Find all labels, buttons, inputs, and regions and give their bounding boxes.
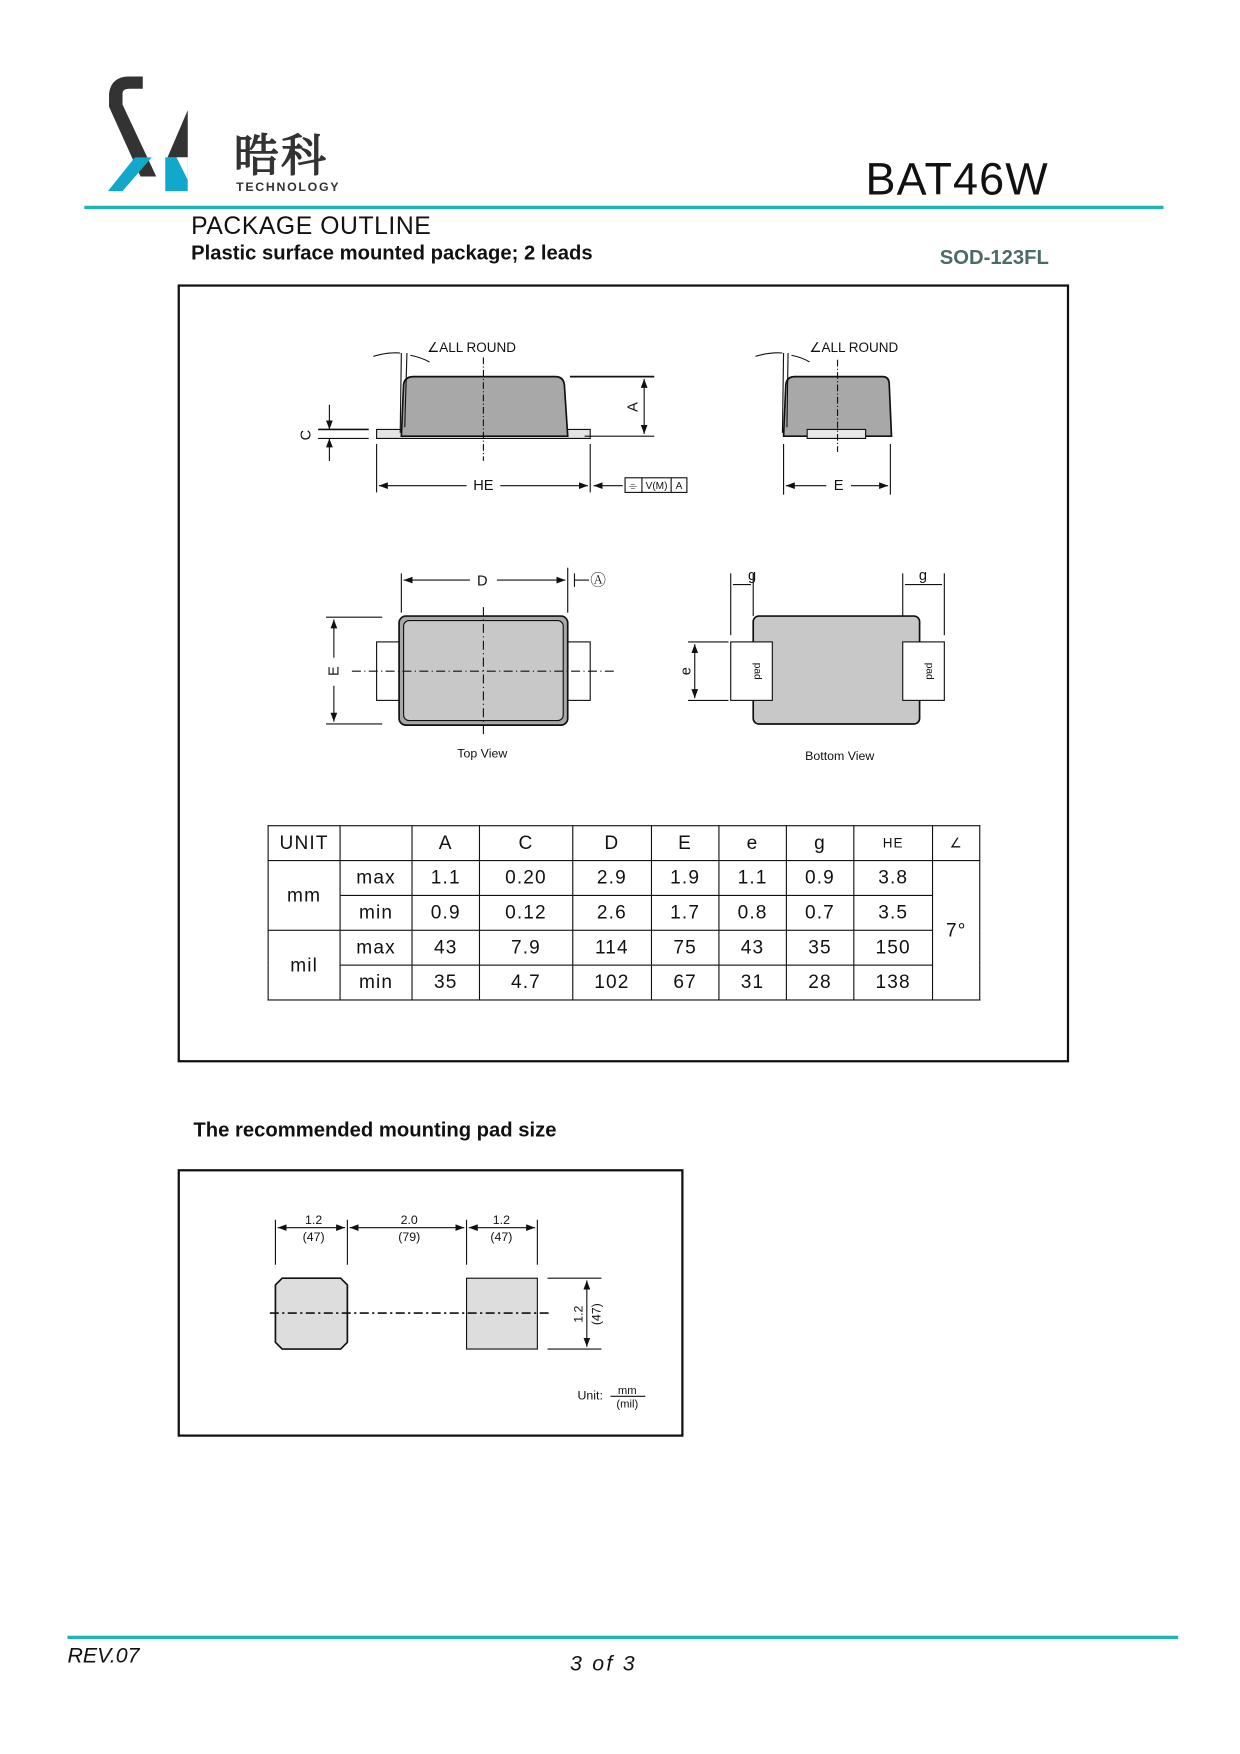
- dim-d-label: D: [477, 573, 488, 590]
- value-cell: 0.7: [786, 895, 853, 930]
- table-header: ∠: [933, 826, 980, 861]
- value-cell: 3.5: [854, 895, 933, 930]
- value-cell: 2.6: [572, 895, 651, 930]
- table-header: g: [786, 826, 853, 861]
- dim-e-label: E: [833, 478, 844, 495]
- table-header: HE: [854, 826, 933, 861]
- pad-height-mil: (47): [589, 1303, 604, 1326]
- value-cell: 35: [412, 965, 479, 1000]
- value-cell: 0.9: [412, 895, 479, 930]
- tolerance-value: V(M): [645, 481, 668, 493]
- page-number: 3 of 3: [569, 1652, 637, 1677]
- dim-he-label: HE: [473, 478, 494, 495]
- value-cell: 43: [719, 930, 786, 965]
- datum-a-label: Ⓐ: [590, 572, 606, 590]
- value-cell: 7.9: [479, 930, 572, 965]
- value-cell: 0.12: [479, 895, 572, 930]
- mounting-pad-heading: The recommended mounting pad size: [193, 1118, 557, 1142]
- table-header: C: [479, 826, 572, 861]
- pad-width-mil: (47): [302, 1230, 325, 1245]
- value-cell: 1.1: [719, 861, 786, 896]
- pad-gap-mm: 2.0: [400, 1213, 418, 1228]
- dim-e-top-label: E: [326, 666, 343, 677]
- value-cell: 0.8: [719, 895, 786, 930]
- footer-divider: [67, 1636, 1178, 1639]
- unit-cell: mil: [268, 930, 340, 1000]
- package-outline-title: PACKAGE OUTLINE: [191, 211, 432, 240]
- value-cell: 31: [719, 965, 786, 1000]
- value-cell: 114: [572, 930, 651, 965]
- value-cell: 28: [786, 965, 853, 1000]
- unit-denominator: (mil): [616, 1398, 639, 1411]
- value-cell: 1.1: [412, 861, 479, 896]
- dim-e-pitch-label: e: [678, 667, 695, 676]
- value-cell: 0.9: [786, 861, 853, 896]
- dim-c-label: C: [298, 429, 315, 441]
- unit-cell: mm: [268, 861, 340, 931]
- pad-width-mm: 1.2: [492, 1213, 510, 1228]
- value-cell: 75: [651, 930, 718, 965]
- pad-label: pad: [923, 662, 935, 680]
- unit-label: Unit:: [577, 1388, 603, 1403]
- bottom-view-caption: Bottom View: [805, 748, 875, 763]
- pad-height-mm: 1.2: [571, 1305, 586, 1323]
- value-cell: 2.9: [572, 861, 651, 896]
- pad-gap-mil: (79): [398, 1230, 421, 1245]
- angle-cell: 7°: [933, 861, 980, 1000]
- value-cell: 1.7: [651, 895, 718, 930]
- logo-chinese-text: 晧科: [233, 131, 329, 181]
- package-code: SOD-123FL: [939, 246, 1049, 269]
- tolerance-datum: A: [675, 481, 683, 493]
- limit-cell: min: [340, 965, 412, 1000]
- value-cell: 1.9: [651, 861, 718, 896]
- value-cell: 3.8: [854, 861, 933, 896]
- pad-width-mm: 1.2: [305, 1213, 323, 1228]
- part-number: BAT46W: [865, 155, 1049, 205]
- all-round-label: ∠ALL ROUND: [809, 339, 899, 355]
- table-header: UNIT: [268, 826, 340, 861]
- value-cell: 35: [786, 930, 853, 965]
- revision-label: REV.07: [67, 1644, 140, 1669]
- value-cell: 0.20: [479, 861, 572, 896]
- limit-cell: min: [340, 895, 412, 930]
- pad-width-mil: (47): [490, 1230, 513, 1245]
- unit-numerator: mm: [617, 1385, 637, 1398]
- limit-cell: max: [340, 930, 412, 965]
- dim-a-label: A: [625, 402, 642, 412]
- logo-technology-text: TECHNOLOGY: [236, 180, 341, 195]
- limit-cell: max: [340, 861, 412, 896]
- dim-g-label: g: [748, 568, 757, 585]
- all-round-label: ∠ALL ROUND: [427, 339, 516, 355]
- pad-label: pad: [751, 662, 763, 680]
- table-header: A: [412, 826, 479, 861]
- top-view-caption: Top View: [457, 746, 508, 761]
- value-cell: 4.7: [479, 965, 572, 1000]
- tolerance-symbol: ⌯: [628, 481, 637, 493]
- value-cell: 102: [572, 965, 651, 1000]
- table-header: D: [572, 826, 651, 861]
- table-header: E: [651, 826, 718, 861]
- package-subtitle: Plastic surface mounted package; 2 leads: [191, 241, 593, 265]
- value-cell: 138: [854, 965, 933, 1000]
- dim-g-label: g: [918, 568, 928, 585]
- table-header: e: [719, 826, 786, 861]
- value-cell: 43: [412, 930, 479, 965]
- value-cell: 67: [651, 965, 718, 1000]
- value-cell: 150: [854, 930, 933, 965]
